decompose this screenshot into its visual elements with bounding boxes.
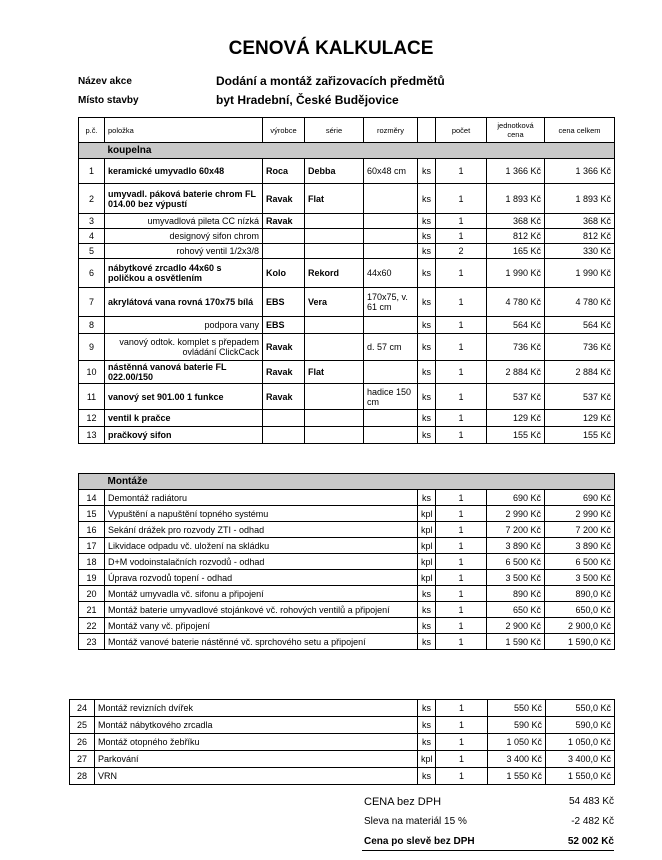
row-pc: 1	[79, 159, 105, 184]
col-header-mj	[418, 118, 436, 143]
row-polozka: Montáž revizních dvířek	[95, 700, 418, 717]
row-cena-celkem: 1 990 Kč	[545, 259, 615, 288]
row-polozka: VRN	[95, 768, 418, 785]
row-cena-celkem: 590,0 Kč	[546, 717, 615, 734]
row-cena-celkem: 2 990 Kč	[545, 506, 615, 522]
row-pc: 2	[79, 184, 105, 214]
row-polozka: Demontáž radiátoru	[105, 490, 418, 506]
row-pocet: 1	[436, 634, 487, 650]
row-rozmery	[364, 361, 418, 384]
table-row	[79, 586, 615, 602]
row-pc: 7	[79, 288, 105, 317]
row-rozmery	[364, 244, 418, 259]
row-serie: Flat	[305, 184, 364, 214]
row-mj: kpl	[418, 538, 436, 554]
row-vyrobce: Ravak	[263, 184, 305, 214]
table-row	[70, 734, 615, 751]
row-serie: Vera	[305, 288, 364, 317]
row-mj: ks	[418, 768, 436, 785]
akce-value: Dodání a montáž zařizovacích předmětů	[216, 74, 445, 88]
table-row	[79, 634, 615, 650]
table-row	[79, 602, 615, 618]
row-rozmery	[364, 214, 418, 229]
row-cena-celkem: 330 Kč	[545, 244, 615, 259]
table-row	[70, 751, 615, 768]
misto-label: Místo stavby	[78, 95, 139, 106]
row-pc: 8	[79, 317, 105, 334]
row-jedn-cena: 129 Kč	[487, 410, 545, 427]
row-cena-celkem: 6 500 Kč	[545, 554, 615, 570]
row-jedn-cena: 3 400 Kč	[488, 751, 546, 768]
row-mj: ks	[418, 244, 436, 259]
row-mj: ks	[418, 229, 436, 244]
row-pc: 19	[79, 570, 105, 586]
row-pocet: 1	[436, 159, 487, 184]
row-serie: Debba	[305, 159, 364, 184]
row-jedn-cena: 1 990 Kč	[487, 259, 545, 288]
row-pc: 18	[79, 554, 105, 570]
row-jedn-cena: 2 990 Kč	[487, 506, 545, 522]
row-rozmery: 44x60	[364, 259, 418, 288]
row-pocet: 1	[436, 618, 487, 634]
row-jedn-cena: 2 900 Kč	[487, 618, 545, 634]
row-pocet: 2	[436, 244, 487, 259]
row-jedn-cena: 7 200 Kč	[487, 522, 545, 538]
row-polozka: umyvadl. páková baterie chrom FL 014.00 bez výpustí	[105, 184, 263, 214]
row-jedn-cena: 368 Kč	[487, 214, 545, 229]
table-row	[79, 184, 615, 214]
row-vyrobce	[263, 244, 305, 259]
row-pocet: 1	[436, 229, 487, 244]
row-vyrobce: Ravak	[263, 361, 305, 384]
row-mj: kpl	[418, 506, 436, 522]
row-jedn-cena: 650 Kč	[487, 602, 545, 618]
row-pc: 3	[79, 214, 105, 229]
row-rozmery	[364, 317, 418, 334]
row-jedn-cena: 155 Kč	[487, 427, 545, 444]
row-cena-celkem: 550,0 Kč	[546, 700, 615, 717]
cena-value: 54 483 Kč	[568, 796, 614, 807]
row-pc: 9	[79, 334, 105, 361]
row-cena-celkem: 2 900,0 Kč	[545, 618, 615, 634]
table-row	[79, 618, 615, 634]
row-jedn-cena: 1 590 Kč	[487, 634, 545, 650]
row-jedn-cena: 736 Kč	[487, 334, 545, 361]
row-mj: ks	[418, 717, 436, 734]
row-pc: 20	[79, 586, 105, 602]
summary-underline	[362, 850, 614, 851]
row-cena-celkem: 650,0 Kč	[545, 602, 615, 618]
row-serie	[305, 410, 364, 427]
row-jedn-cena: 537 Kč	[487, 384, 545, 410]
row-polozka: Montáž umyvadla vč. sifonu a připojení	[105, 586, 418, 602]
col-header-pocet: počet	[436, 118, 487, 143]
table-row	[79, 334, 615, 361]
row-pocet: 1	[436, 184, 487, 214]
row-pocet: 1	[436, 490, 487, 506]
cena-label: CENA bez DPH	[364, 796, 442, 808]
col-header-pc: p.č.	[79, 118, 105, 143]
row-mj: kpl	[418, 522, 436, 538]
row-cena-celkem: 155 Kč	[545, 427, 615, 444]
row-pc: 26	[70, 734, 95, 751]
row-pc: 16	[79, 522, 105, 538]
row-pc: 17	[79, 538, 105, 554]
table-row	[79, 554, 615, 570]
row-serie: Flat	[305, 361, 364, 384]
row-serie	[305, 214, 364, 229]
row-mj: ks	[418, 334, 436, 361]
row-cena-celkem: 812 Kč	[545, 229, 615, 244]
row-rozmery	[364, 410, 418, 427]
table-row	[79, 361, 615, 384]
row-serie	[305, 244, 364, 259]
row-polozka: Vypuštění a napuštění topného systému	[105, 506, 418, 522]
row-polozka: D+M vodoinstalačních rozvodů - odhad	[105, 554, 418, 570]
row-mj: ks	[418, 288, 436, 317]
table-row	[79, 427, 615, 444]
row-vyrobce	[263, 410, 305, 427]
row-pocet: 1	[436, 570, 487, 586]
row-pocet: 1	[436, 522, 487, 538]
row-pc: 5	[79, 244, 105, 259]
row-polozka: keramické umyvadlo 60x48	[105, 159, 263, 184]
row-rozmery	[364, 184, 418, 214]
row-cena-celkem: 890,0 Kč	[545, 586, 615, 602]
row-cena-celkem: 3 500 Kč	[545, 570, 615, 586]
row-polozka: Úprava rozvodů topení - odhad	[105, 570, 418, 586]
row-serie	[305, 317, 364, 334]
row-jedn-cena: 890 Kč	[487, 586, 545, 602]
row-mj: kpl	[418, 554, 436, 570]
row-pc: 14	[79, 490, 105, 506]
row-mj: ks	[418, 184, 436, 214]
col-header-rozmery: rozměry	[364, 118, 418, 143]
extra-table	[69, 699, 615, 785]
row-pc: 22	[79, 618, 105, 634]
row-jedn-cena: 812 Kč	[487, 229, 545, 244]
table-row	[79, 244, 615, 259]
row-jedn-cena: 590 Kč	[488, 717, 546, 734]
row-mj: ks	[418, 317, 436, 334]
row-jedn-cena: 1 050 Kč	[488, 734, 546, 751]
col-header-cena-celkem: cena celkem	[545, 118, 615, 143]
row-vyrobce	[263, 427, 305, 444]
row-pocet: 1	[436, 586, 487, 602]
row-cena-celkem: 368 Kč	[545, 214, 615, 229]
row-pocet: 1	[436, 734, 488, 751]
col-header-jedn-cena: jednotková cena	[487, 118, 545, 143]
table-row	[79, 214, 615, 229]
row-jedn-cena: 1 893 Kč	[487, 184, 545, 214]
table-row	[79, 159, 615, 184]
row-vyrobce: Ravak	[263, 214, 305, 229]
row-pocet: 1	[436, 768, 488, 785]
row-vyrobce: EBS	[263, 317, 305, 334]
row-pc: 28	[70, 768, 95, 785]
row-mj: ks	[418, 734, 436, 751]
header-row	[79, 118, 615, 143]
row-polozka: Montáž nábytkového zrcadla	[95, 717, 418, 734]
table-row	[70, 768, 615, 785]
row-jedn-cena: 3 500 Kč	[487, 570, 545, 586]
row-cena-celkem: 129 Kč	[545, 410, 615, 427]
row-serie	[305, 334, 364, 361]
row-mj: ks	[418, 384, 436, 410]
row-vyrobce: Kolo	[263, 259, 305, 288]
section-koupelna	[79, 143, 615, 159]
col-header-serie: série	[305, 118, 364, 143]
row-pocet: 1	[436, 334, 487, 361]
row-polozka: Montáž vany vč. připojení	[105, 618, 418, 634]
row-polozka: Sekání drážek pro rozvody ZTI - odhad	[105, 522, 418, 538]
row-pocet: 1	[436, 700, 488, 717]
row-mj: kpl	[418, 570, 436, 586]
row-cena-celkem: 537 Kč	[545, 384, 615, 410]
row-mj: ks	[418, 214, 436, 229]
row-serie: Rekord	[305, 259, 364, 288]
akce-label: Název akce	[78, 76, 132, 87]
row-mj: ks	[418, 634, 436, 650]
row-polozka: Parkování	[95, 751, 418, 768]
row-cena-celkem: 564 Kč	[545, 317, 615, 334]
sleva-value: -2 482 Kč	[571, 816, 614, 827]
row-jedn-cena: 1 550 Kč	[488, 768, 546, 785]
row-pc: 12	[79, 410, 105, 427]
row-pocet: 1	[436, 361, 487, 384]
row-pc: 23	[79, 634, 105, 650]
row-pc: 13	[79, 427, 105, 444]
table-row	[79, 229, 615, 244]
row-pc: 21	[79, 602, 105, 618]
final-label: Cena po slevě bez DPH	[364, 836, 475, 847]
sleva-label: Sleva na materiál 15 %	[364, 816, 467, 827]
row-cena-celkem: 2 884 Kč	[545, 361, 615, 384]
row-cena-celkem: 4 780 Kč	[545, 288, 615, 317]
row-polozka: nástěnná vanová baterie FL 022.00/150	[105, 361, 263, 384]
row-jedn-cena: 4 780 Kč	[487, 288, 545, 317]
row-pc: 6	[79, 259, 105, 288]
row-pc: 27	[70, 751, 95, 768]
row-pocet: 1	[436, 317, 487, 334]
row-pocet: 1	[436, 259, 487, 288]
row-serie	[305, 427, 364, 444]
table-row	[79, 259, 615, 288]
row-vyrobce	[263, 229, 305, 244]
section-montaze	[79, 474, 615, 490]
table-row	[79, 506, 615, 522]
row-cena-celkem: 3 400,0 Kč	[546, 751, 615, 768]
row-cena-celkem: 1 366 Kč	[545, 159, 615, 184]
row-cena-celkem: 1 893 Kč	[545, 184, 615, 214]
row-pc: 25	[70, 717, 95, 734]
row-pocet: 1	[436, 717, 488, 734]
table-row	[79, 538, 615, 554]
table-row	[79, 522, 615, 538]
table-row	[79, 317, 615, 334]
montaze-table	[78, 473, 615, 650]
row-jedn-cena: 564 Kč	[487, 317, 545, 334]
row-rozmery	[364, 427, 418, 444]
row-cena-celkem: 1 590,0 Kč	[545, 634, 615, 650]
row-polozka: vanový odtok. komplet s přepadem ovládání ClickCack	[105, 334, 263, 361]
row-mj: ks	[418, 490, 436, 506]
table-row	[79, 570, 615, 586]
row-pocet: 1	[436, 554, 487, 570]
table-row	[79, 384, 615, 410]
row-vyrobce: Roca	[263, 159, 305, 184]
page-title: CENOVÁ KALKULACE	[228, 38, 434, 59]
row-polozka: rohový ventil 1/2x3/8	[105, 244, 263, 259]
row-pocet: 1	[436, 506, 487, 522]
row-cena-celkem: 1 050,0 Kč	[546, 734, 615, 751]
row-polozka: Montáž vanové baterie nástěnné vč. sprchového setu a připojení	[105, 634, 418, 650]
row-mj: kpl	[418, 751, 436, 768]
row-jedn-cena: 6 500 Kč	[487, 554, 545, 570]
section-koupelna-label: koupelna	[105, 143, 615, 159]
row-vyrobce: Ravak	[263, 384, 305, 410]
row-mj: ks	[418, 700, 436, 717]
row-jedn-cena: 3 890 Kč	[487, 538, 545, 554]
row-cena-celkem: 7 200 Kč	[545, 522, 615, 538]
row-pocet: 1	[436, 288, 487, 317]
table-row	[79, 490, 615, 506]
row-vyrobce: EBS	[263, 288, 305, 317]
row-mj: ks	[418, 586, 436, 602]
col-header-polozka: položka	[105, 118, 263, 143]
row-serie	[305, 229, 364, 244]
row-mj: ks	[418, 618, 436, 634]
row-cena-celkem: 736 Kč	[545, 334, 615, 361]
table-row	[79, 288, 615, 317]
row-mj: ks	[418, 159, 436, 184]
row-jedn-cena: 165 Kč	[487, 244, 545, 259]
row-polozka: umyvadlová pileta CC nízká	[105, 214, 263, 229]
row-pc: 11	[79, 384, 105, 410]
row-cena-celkem: 1 550,0 Kč	[546, 768, 615, 785]
row-rozmery: 170x75, v. 61 cm	[364, 288, 418, 317]
row-jedn-cena: 690 Kč	[487, 490, 545, 506]
row-vyrobce: Ravak	[263, 334, 305, 361]
row-polozka: podpora vany	[105, 317, 263, 334]
row-pocet: 1	[436, 410, 487, 427]
row-rozmery: hadice 150 cm	[364, 384, 418, 410]
row-rozmery: 60x48 cm	[364, 159, 418, 184]
row-pc: 15	[79, 506, 105, 522]
row-pc: 10	[79, 361, 105, 384]
row-serie	[305, 384, 364, 410]
row-mj: ks	[418, 259, 436, 288]
row-polozka: nábytkové zrcadlo 44x60 s poličkou a osvětlením	[105, 259, 263, 288]
row-pc: 4	[79, 229, 105, 244]
row-polozka: Montáž otopného žebříku	[95, 734, 418, 751]
row-polozka: akrylátová vana rovná 170x75 bílá	[105, 288, 263, 317]
row-polozka: Likvidace odpadu vč. uložení na skládku	[105, 538, 418, 554]
row-pc: 24	[70, 700, 95, 717]
table-row	[70, 700, 615, 717]
row-mj: ks	[418, 427, 436, 444]
row-pocet: 1	[436, 214, 487, 229]
row-pocet: 1	[436, 538, 487, 554]
row-rozmery: d. 57 cm	[364, 334, 418, 361]
row-polozka: Montáž baterie umyvadlové stojánkové vč. rohových ventilů a připojení	[105, 602, 418, 618]
row-pocet: 1	[436, 384, 487, 410]
row-rozmery	[364, 229, 418, 244]
row-polozka: vanový set 901.00 1 funkce	[105, 384, 263, 410]
row-pocet: 1	[436, 751, 488, 768]
row-polozka: ventil k pračce	[105, 410, 263, 427]
row-polozka: designový sifon chrom	[105, 229, 263, 244]
row-polozka: pračkový sifon	[105, 427, 263, 444]
row-jedn-cena: 2 884 Kč	[487, 361, 545, 384]
items-table	[78, 117, 615, 444]
row-jedn-cena: 550 Kč	[488, 700, 546, 717]
final-value: 52 002 Kč	[567, 836, 614, 847]
row-jedn-cena: 1 366 Kč	[487, 159, 545, 184]
section-montaze-label: Montáže	[105, 474, 615, 490]
row-cena-celkem: 3 890 Kč	[545, 538, 615, 554]
table-row	[79, 410, 615, 427]
row-mj: ks	[418, 602, 436, 618]
row-mj: ks	[418, 410, 436, 427]
row-pocet: 1	[436, 427, 487, 444]
row-pocet: 1	[436, 602, 487, 618]
col-header-vyrobce: výrobce	[263, 118, 305, 143]
row-mj: ks	[418, 361, 436, 384]
row-cena-celkem: 690 Kč	[545, 490, 615, 506]
misto-value: byt Hradební, České Budějovice	[216, 93, 399, 107]
table-row	[70, 717, 615, 734]
